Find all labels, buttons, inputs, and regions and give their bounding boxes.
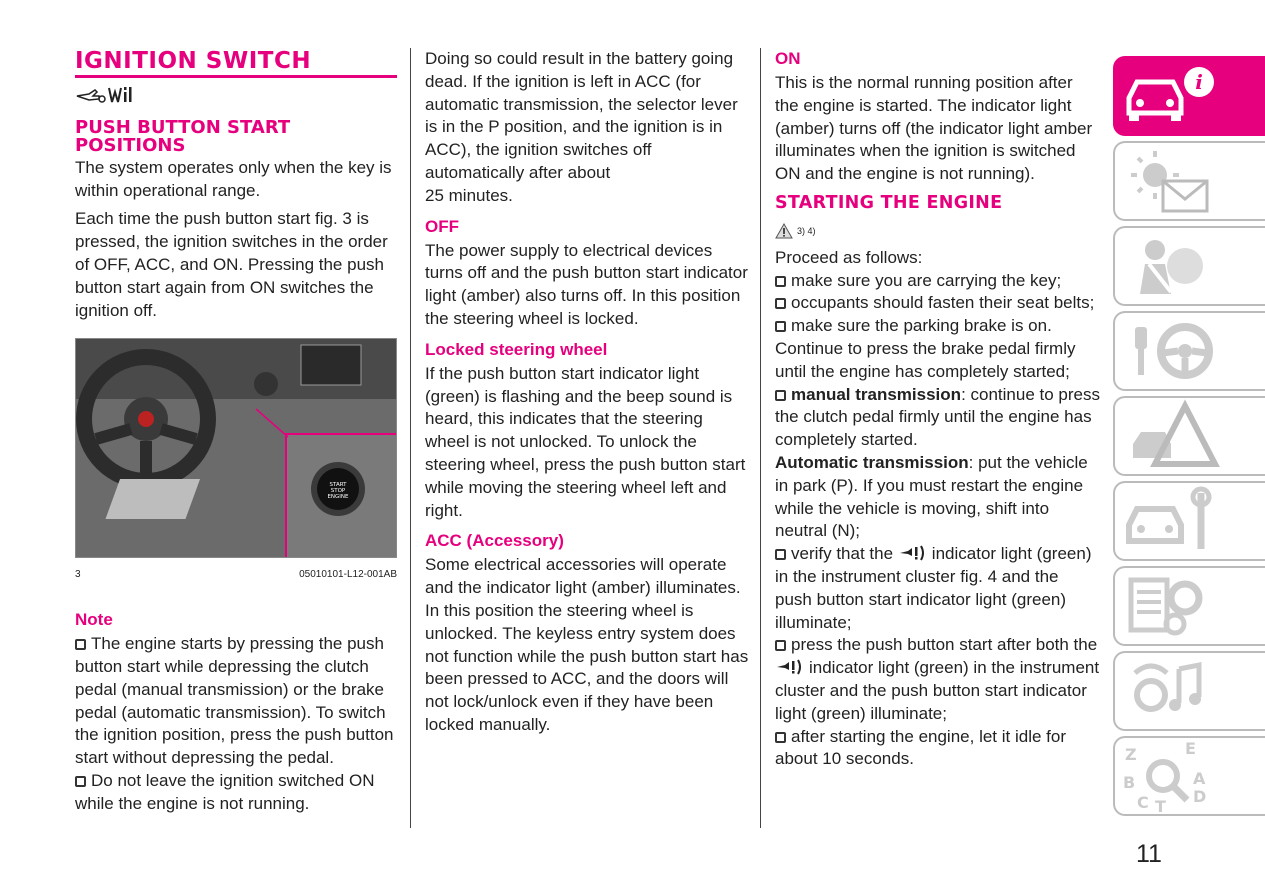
note-item: Do not leave the ignition switched ON while the engine is not running.	[75, 770, 375, 813]
tab-maintenance[interactable]	[1113, 481, 1265, 561]
svg-text:STOP: STOP	[330, 488, 346, 495]
checkbox-bullet-icon	[775, 640, 786, 651]
car-info-icon	[1115, 58, 1225, 134]
checkbox-bullet-icon	[775, 549, 786, 560]
key-indicator-icon	[775, 658, 809, 676]
acc-heading: ACC (Accessory)	[425, 531, 564, 551]
note-heading: Note	[75, 610, 113, 630]
tab-key-steering[interactable]	[1113, 311, 1265, 391]
warning-reference: 3) 4)	[775, 220, 1100, 243]
figure-caption	[75, 564, 397, 587]
page-number: 11	[1136, 840, 1162, 868]
paragraph: Doing so could result in the battery going dead. If the ignition is left in ACC (for automatic transmission, the selector lever is in the P position, and the ignition is in ACC), the ignition switches off automatically after about	[425, 49, 738, 182]
technical-data-icon	[1115, 568, 1225, 644]
tab-technical-data[interactable]	[1113, 566, 1265, 646]
svg-text:T: T	[1155, 797, 1166, 816]
note-item: The engine starts by pressing the push button start while depressing the clutch pedal (manual transmission) or the brake pedal (automatic transmission). To switch the ignition position, press the push button start without depressing the pedal.	[75, 634, 394, 768]
column-divider	[410, 48, 411, 828]
dashboard-illustration	[76, 339, 397, 558]
starting-engine-heading: STARTING THE ENGINE	[775, 192, 1003, 213]
figure-number: 3	[75, 569, 81, 581]
column-2	[425, 48, 750, 743]
svg-text:E: E	[1185, 739, 1196, 758]
off-heading: OFF	[425, 216, 459, 236]
figure-push-button	[75, 338, 397, 558]
tab-emergency[interactable]	[1113, 396, 1265, 476]
subsection-title: PUSH BUTTON START POSITIONS	[75, 116, 291, 156]
checkbox-bullet-icon	[75, 776, 86, 787]
hand-key-icon	[75, 84, 135, 106]
step-item: press the push button start after both the indicator light (green) in the instrument cluster and the push button start indicator light (green) illuminate;	[775, 635, 1100, 723]
column-1	[75, 48, 397, 816]
emergency-icon	[1115, 398, 1225, 474]
paragraph: This is the normal running position after the engine is started. The indicator light (amber) turns off (the indicator light amber illuminates when the ignition is switched ON and the engine is not running).	[775, 73, 1093, 184]
title-underline	[75, 75, 397, 78]
step-item: Automatic transmission: put the vehicle in park (P). If you must restart the engine while the vehicle is moving, shift into neutral (N);	[775, 452, 1088, 541]
step-item: after starting the engine, let it idle for about 10 seconds.	[775, 726, 1066, 769]
svg-text:START: START	[329, 482, 347, 489]
paragraph: Some electrical accessories will operate and the indicator light (amber) illuminates. In this position the steering wheel is unlocked. The keyless entry system does not function while the push button start has been pressed to ACC, and the doors will not lock/unlock even if they have been locked manually.	[425, 555, 749, 734]
on-heading: ON	[775, 49, 801, 68]
svg-text:i: i	[1195, 70, 1203, 94]
warning-triangle-icon	[775, 223, 793, 239]
svg-text:Z: Z	[1125, 745, 1137, 764]
checkbox-bullet-icon	[775, 321, 786, 332]
paragraph: 25 minutes.	[425, 185, 513, 205]
multimedia-icon	[1115, 653, 1225, 729]
tab-multimedia[interactable]	[1113, 651, 1265, 731]
step-item: manual transmission: continue to press the clutch pedal firmly until the engine has completely started.	[775, 384, 1100, 450]
tab-lights-messages[interactable]	[1113, 141, 1265, 221]
lights-messages-icon	[1115, 143, 1225, 219]
checkbox-bullet-icon	[775, 298, 786, 309]
index-icon	[1115, 738, 1225, 824]
step-item: make sure you are carrying the key;	[775, 270, 1100, 293]
checkbox-bullet-icon	[775, 276, 786, 287]
locked-steering-heading: Locked steering wheel	[425, 339, 608, 359]
step-item: make sure the parking brake is on. Continue to press the brake pedal firmly until the engine has completely started;	[775, 316, 1076, 381]
title-icons	[75, 84, 397, 113]
checkbox-bullet-icon	[75, 639, 86, 650]
step-item: occupants should fasten their seat belts;	[775, 292, 1100, 315]
section-title: IGNITION SWITCH	[75, 48, 312, 74]
svg-text:D: D	[1193, 787, 1207, 806]
paragraph: If the push button start indicator light (green) is flashing and the beep sound is heard, this indicates that the steering wheel is not unlocked. To unlock the steering wheel, press the push button start while moving the steering wheel left and right.	[425, 363, 746, 520]
svg-text:A: A	[1193, 769, 1206, 788]
checkbox-bullet-icon	[775, 390, 786, 401]
safety-airbag-icon	[1115, 228, 1225, 304]
maintenance-icon	[1115, 483, 1225, 559]
svg-text:C: C	[1137, 793, 1149, 812]
checkbox-bullet-icon	[775, 732, 786, 743]
svg-text:B: B	[1123, 773, 1136, 792]
key-indicator-icon	[898, 544, 932, 562]
tab-safety[interactable]	[1113, 226, 1265, 306]
figure-code: 05010101-L12-001AB	[299, 569, 397, 581]
column-divider	[760, 48, 761, 828]
paragraph: Each time the push button start fig. 3 is pressed, the ignition switches in the order of OFF, ACC, and ON. Pressing the push button start again from ON switches the ignition off.	[75, 209, 388, 320]
svg-text:ENGINE: ENGINE	[327, 494, 349, 501]
procedure: Proceed as follows: make sure you are carrying the key; occupants should fasten their seat belts; make sure the parking brake is on. Continue to press the brake pedal firmly until the engine has completely started; manual transmission: continue to press the clutch pedal firmly until the engine has completely started. Automatic transmission: put the vehicle in park (P). If you must restart the engine while the vehicle is moving, shift into neutral (N); verify that the indicator light (green) in the instrument cluster fig. 4 and the push button start indicator light (green) illuminate; press the push button start after both the indicator light (green) in the instrument cluster and the push button start indicator light (green) illuminate; after starting the engine, let it idle for about 10 seconds.	[775, 247, 1100, 771]
column-3	[775, 48, 1100, 771]
key-steering-icon	[1115, 313, 1225, 389]
tab-car-info[interactable]	[1113, 56, 1265, 136]
paragraph: The system operates only when the key is within operational range.	[75, 157, 392, 200]
tab-index[interactable]	[1113, 736, 1265, 816]
paragraph: The power supply to electrical devices turns off and the push button start indicator light (amber) also turns off. In this position the steering wheel is locked.	[425, 240, 748, 328]
step-item: verify that the indicator light (green) in the instrument cluster fig. 4 and the push button start indicator light (green) illuminate;	[775, 544, 1092, 632]
